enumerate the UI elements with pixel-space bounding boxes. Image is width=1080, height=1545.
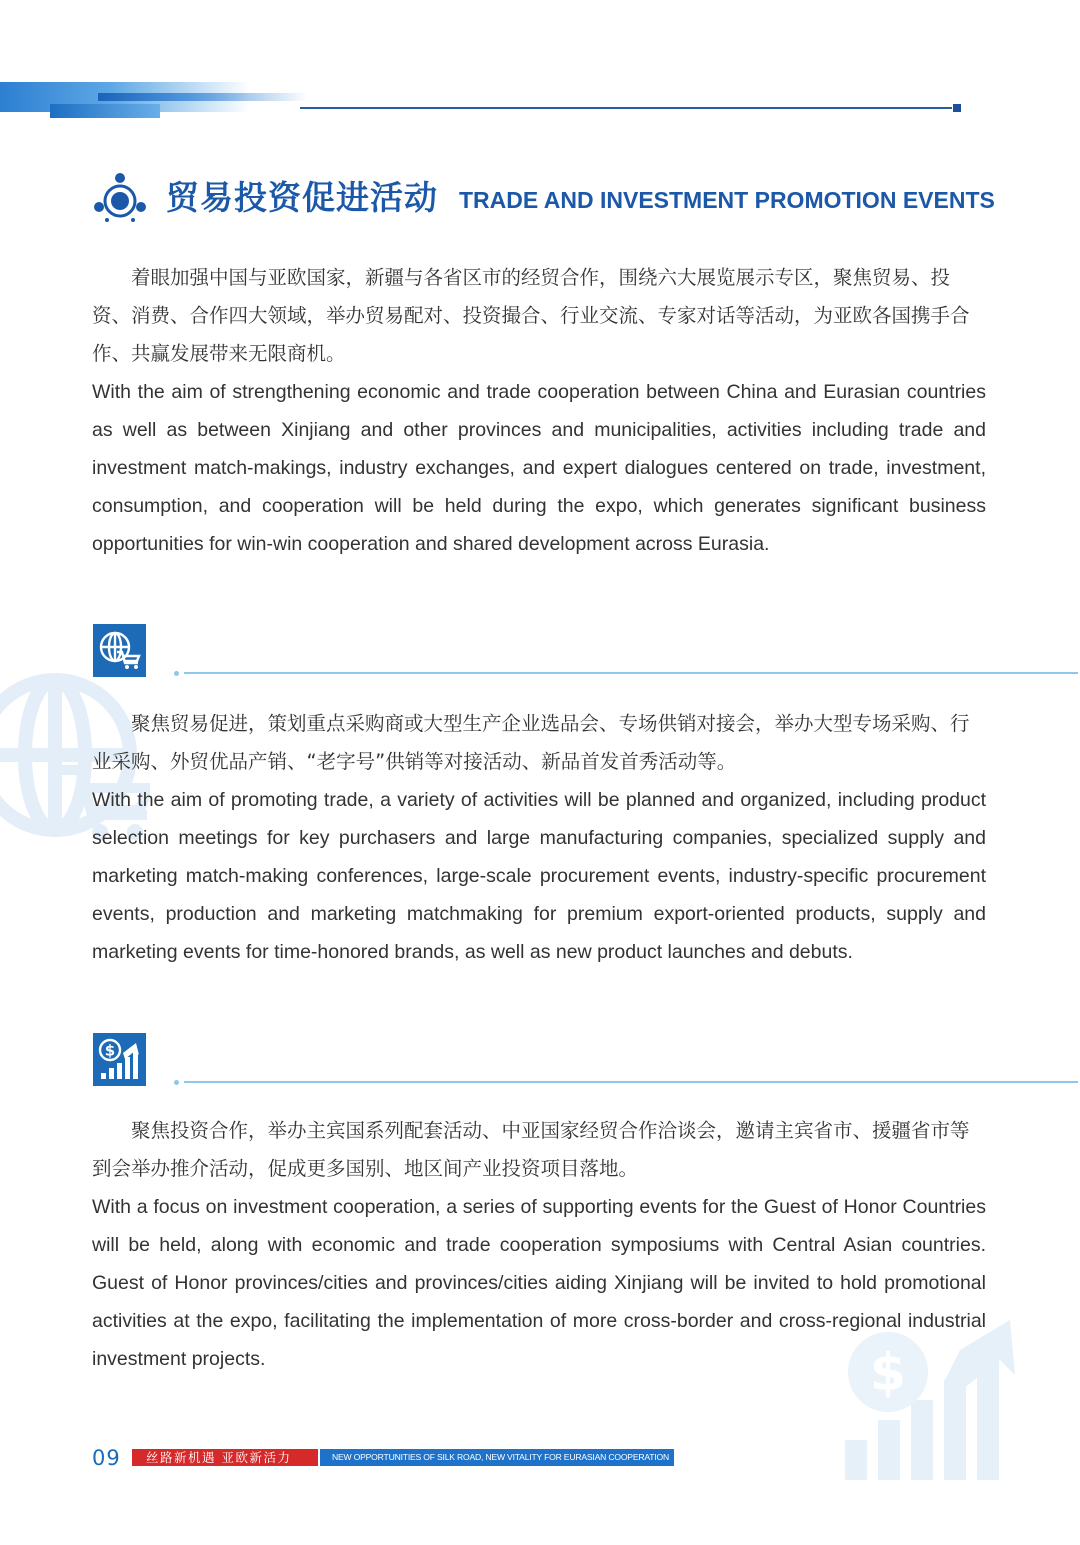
trade-promotion-section — [92, 705, 986, 971]
section-divider — [184, 1081, 1078, 1083]
intro-section — [92, 259, 986, 563]
dollar-growth-chart-icon — [93, 1033, 146, 1086]
investment-text-en: With a focus on investment cooperation, a series of supporting events for the Guest of Honor Countries will be held, along with economic and trade cooperation symposiums with Central Asian countries. Guest of Honor provinces/cities and provinces/cities aiding Xinjiang will be invited to hold promotional activities at the expo, facilitating the implementation of more cross-border and cross-regional industrial investment projects. — [92, 1196, 986, 1370]
page-title-en: TRADE AND INVESTMENT PROMOTION EVENTS — [459, 187, 995, 213]
header-decor-bar-small — [50, 104, 160, 118]
intro-text-en: With the aim of strengthening economic and trade cooperation between China and Eurasian countries as well as between Xinjiang and other provinces and municipalities, activities including trade and investment match-makings, industry exchanges, and expert dialogues centered on trade, investment, consumption, and cooperation will be held during the expo, which generates significant business opportunities for win-win cooperation and shared development across Eurasia. — [92, 381, 986, 555]
svg-text:$: $ — [869, 1343, 907, 1403]
section-divider — [184, 672, 1078, 674]
trade-text-en: With the aim of promoting trade, a variety of activities will be planned and organized, including product selection meetings for key purchasers and large manufacturing companies, specialized supply and marketing match-making conferences, large-scale procurement events, industry-specific procurement events, production and marketing matchmaking for premium export-oriented products, supply and marketing events for time-honored brands, as well as new product launches and debuts. — [92, 789, 986, 963]
svg-text:$: $ — [104, 1041, 116, 1060]
footer-slogan-en: NEW OPPORTUNITIES OF SILK ROAD, NEW VITALITY FOR EURASIAN COOPERATION — [320, 1449, 674, 1466]
section-divider-dot — [174, 671, 179, 676]
header-rule-end — [953, 104, 961, 112]
investment-section — [92, 1112, 986, 1378]
intro-text-zh: 着眼加强中国与亚欧国家，新疆与各省区市的经贸合作，围绕六大展览展示专区，聚焦贸易、投资、消费、合作四大领域，举办贸易配对、投资撮合、行业交流、专家对话等活动，为亚欧各国携手合作、共赢发展带来无限商机。 — [92, 266, 970, 365]
page-title-zh: 贸易投资促进活动 — [166, 178, 438, 217]
globe-cart-icon — [93, 624, 146, 677]
section-divider-dot — [174, 1080, 179, 1085]
trade-text-zh: 聚焦贸易促进，策划重点采购商或大型生产企业选品会、专场供销对接会，举办大型专场采购、行业采购、外贸优品产销、“老字号”供销等对接活动、新品首发首秀活动等。 — [92, 712, 970, 773]
header-decor-bar-thin — [98, 93, 308, 101]
header-rule — [300, 107, 952, 109]
page-number: 09 — [92, 1446, 121, 1470]
investment-text-zh: 聚焦投资合作，举办主宾国系列配套活动、中亚国家经贸合作洽谈会，邀请主宾省市、援疆省市等到会举办推介活动，促成更多国别、地区间产业投资项目落地。 — [92, 1119, 970, 1180]
footer-slogan-zh: 丝路新机遇 亚欧新活力 — [132, 1449, 318, 1466]
people-network-icon — [92, 172, 148, 222]
